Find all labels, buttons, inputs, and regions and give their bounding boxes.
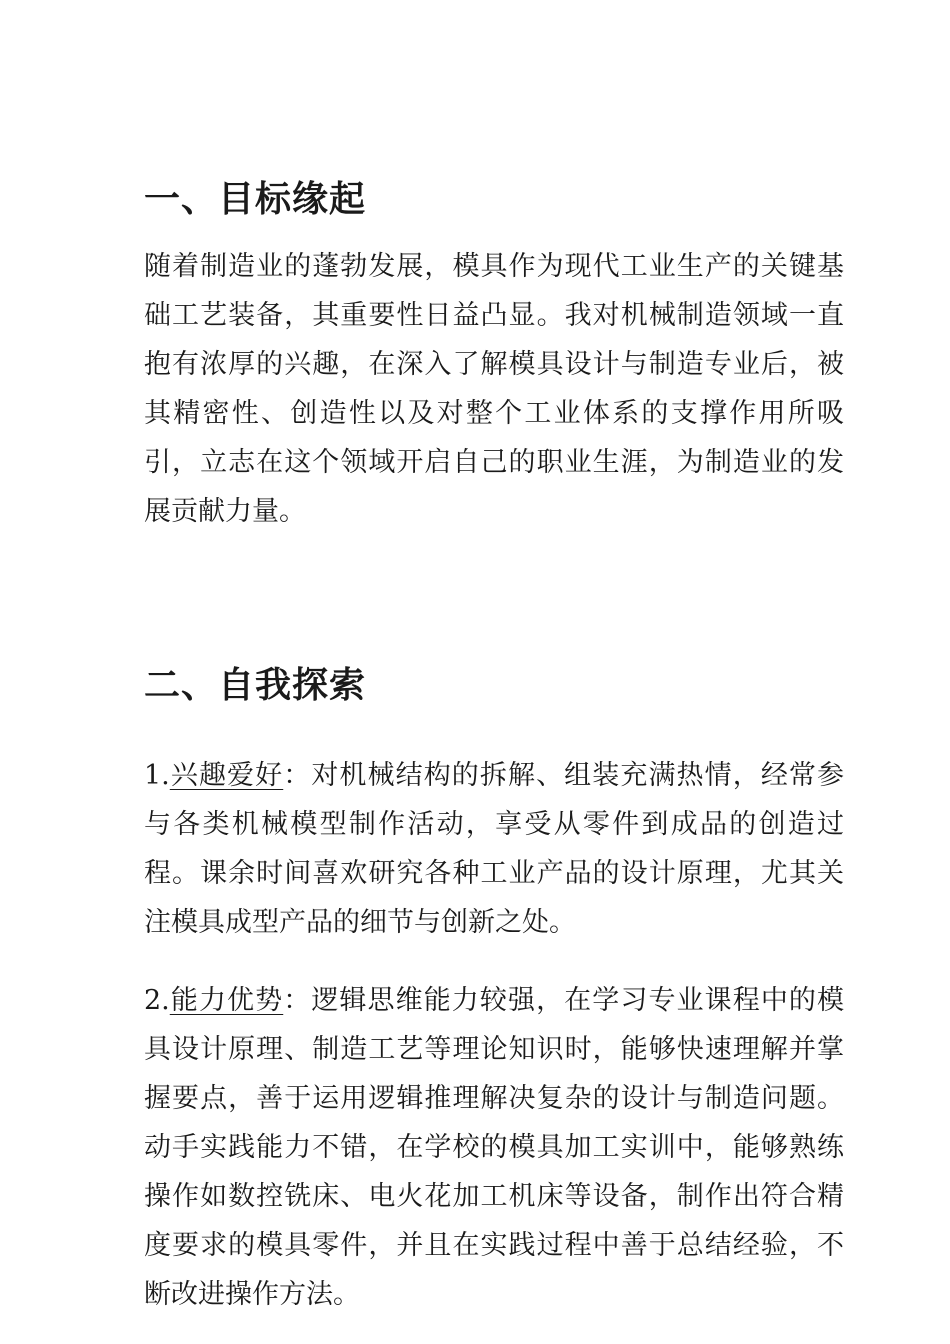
section-heading-goal-origin: 一、目标缘起	[144, 179, 367, 220]
item-text: 逻辑思维能力较强，在学习专业课程中的模具设计原理、制造工艺等理论知识时，能够快速理解并掌握要点，善于运用逻辑推理解决复杂的设计与制造问题。动手实践能力不错，在学校的模具加工实训中，能够熟练操作如数控铣床、电火花加工机床等设备，制作出符合精度要求的模具零件，并且在实践过程中善于总结经验，不断改进操作方法。	[144, 985, 845, 1310]
item-number: 2.	[144, 985, 170, 1016]
section-paragraph-goal-origin: 随着制造业的蓬勃发展，模具作为现代工业生产的关键基础工艺装备，其重要性日益凸显。我对机械制造领域一直抱有浓厚的兴趣，在深入了解模具设计与制造专业后，被其精密性、创造性以及对整个工业体系的支撑作用所吸引，立志在这个领域开启自己的职业生涯，为制造业的发展贡献力量。	[144, 251, 844, 527]
section-heading-self-exploration: 二、自我探索	[144, 665, 367, 706]
item-term-interests: 兴趣爱好	[169, 760, 284, 791]
list-item-strengths	[144, 976, 844, 1319]
item-colon: ：	[283, 760, 312, 791]
item-colon: ：	[283, 985, 312, 1016]
item-term-strengths: 能力优势	[169, 985, 284, 1016]
item-text: 对机械结构的拆解、组装充满热情，经常参与各类机械模型制作活动，享受从零件到成品的创造过程。课余时间喜欢研究各种工业产品的设计原理，尤其关注模具成型产品的细节与创新之处。	[144, 760, 845, 938]
item-number: 1.	[144, 760, 170, 791]
list-item-interests	[144, 751, 844, 947]
